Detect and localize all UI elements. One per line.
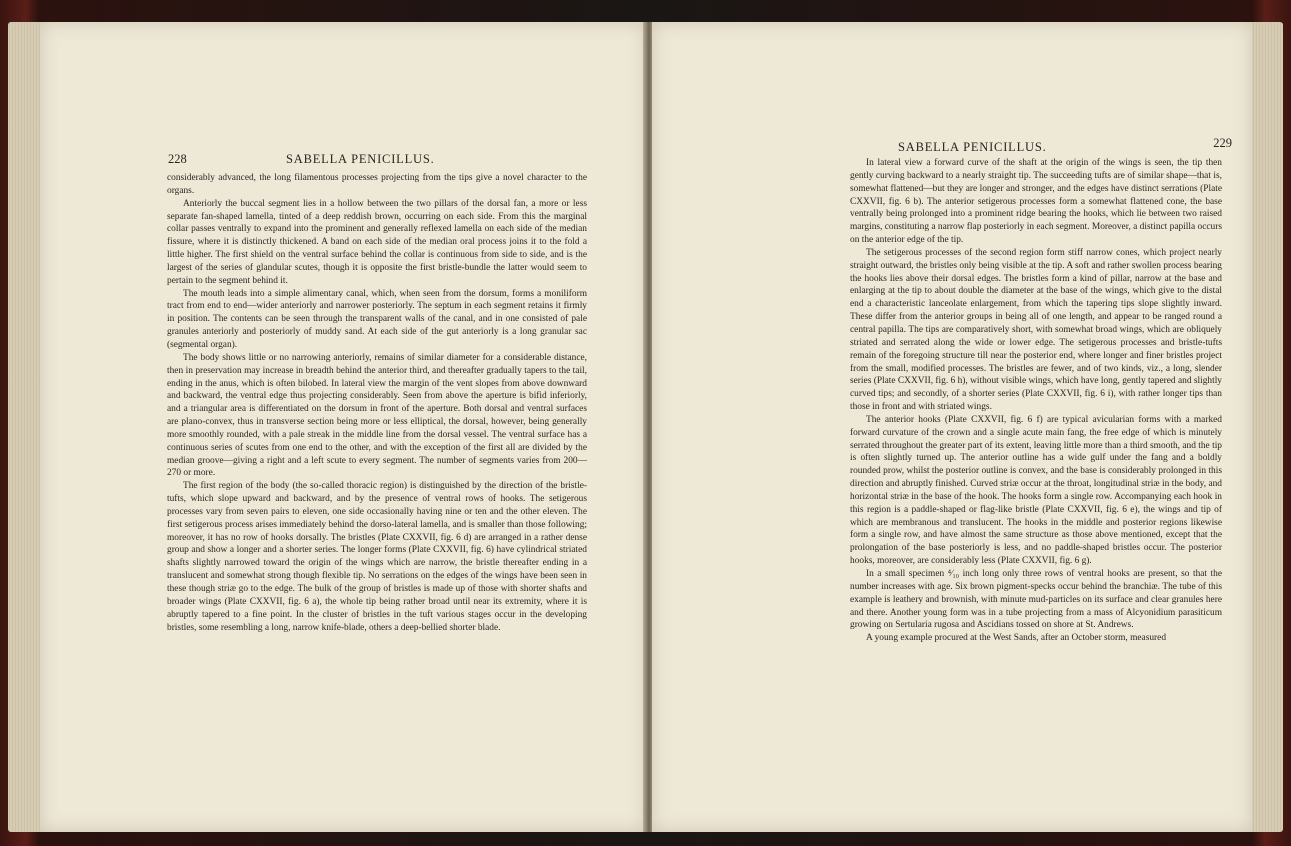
body-text	[850, 157, 1222, 645]
page-edges-right	[1249, 22, 1283, 832]
paragraph: The mouth leads into a simple alimentary canal, which, when seen from the dorsum, forms a moniliform tract from end to end—wider anteriorly and narrower posteriorly. The septum in each segment retains it firmly in position. The contents can be seen through the transparent walls of the canal, and in one consisted of pale granules anteriorly and posteriorly of muddy sand. At each side of the gut anteriorly is a long granular sac (segmental organ).	[167, 288, 587, 350]
paragraph: considerably advanced, the long filamentous processes projecting from the tips give a novel character to the organs.	[167, 173, 587, 196]
left-page	[40, 22, 646, 832]
paragraph: The body shows little or no narrowing anteriorly, remains of similar diameter for a considerable distance, then in preservation may increase in breadth behind the anterior third, and thereafter gradually tapers to the tail, ending in the anus, which is often bilobed. In lateral view the margin of the vent slopes from above downward and backward, the ventral edge thus projecting considerably. Seen from above the aperture is bifid inferiorly, and a triangular area is differentiated on the dorsum in front of the aperture. Both dorsal and ventral surfaces are plano-convex, thus in transverse section being more or less elliptical, the dorsal, however, being generally more smoothly rounded, with a pale streak in the middle line from the dorsal vessel. The ventral surface has a continuous series of scutes from one end to the other, and with the exception of the first all are divided by the median groove—giving a right and a left scute to every segment. The number of segments varies from 200—270 or more.	[167, 352, 587, 479]
page-number: 229	[1213, 136, 1232, 150]
paragraph: The anterior hooks (Plate CXXVII, fig. 6 f) are typical avicularian forms with a marked forward curvature of the crown and a single acute main fang, the free edge of which is minutely serrated throughout the greater part of its extent, leaving little more than a third smooth, and the tip is often slightly turned up. The anterior outline has a wide gulf under the fang and a boldly rounded prow, whilst the posterior outline is convex, and the base is considerably prolonged in this direction and abruptly finished. Curved striæ occur at the throat, longitudinal striæ in the body, and horizontal striæ in the base of the hook. The hooks form a single row. Accompanying each hook in this region is a paddle-shaped or flag-like bristle (Plate CXXVII, fig. 6 e), the wings and tip of which are membranous and translucent. The hooks in the middle and posterior regions likewise form a single row, and have almost the same structure as those above mentioned, except that the prolongation of the base posteriorly is less, and no paddle-shaped bristles occur. The posterior hooks, moreover, are considerably less (Plate CXXVII, fig. 6 g).	[850, 414, 1222, 567]
running-head: SABELLA PENICILLUS.	[286, 152, 435, 166]
page-edges-left	[8, 22, 42, 832]
body-text	[167, 172, 587, 634]
paragraph: The first region of the body (the so-called thoracic region) is distinguished by the direction of the bristle-tufts, which slope upward and backward, and by the presence of ventral rows of hooks. The setigerous processes vary from seven pairs to eleven, one side occasionally having nine or ten and the other eleven. The first setigerous process arises immediately behind the dorso-lateral lamella, and is smaller than those following; moreover, it has no row of hooks dorsally. The bristles (Plate CXXVII, fig. 6 d) are arranged in a rather dense group and show a longer and a shorter series. The longer forms (Plate CXXVII, fig. 6) have cylindrical striated shafts slightly narrowed toward the origin of the wings which are narrow, the bristle thereafter ending in a translucent and somewhat strong though flexible tip. No serrations on the edges of the wings have been seen in these though striæ go to the edge. The bulk of the group of bristles is made up of those with shorter shafts and broader wings (Plate CXXVII, fig. 6 a), the whole tip being rather broad until near its extremity, where it is abruptly tapered to a fine point. In the cluster of bristles in the tuft various stages occur in the developing bristles, some resembling a long, narrow knife-blade, others a deep-bellied shorter blade.	[167, 481, 587, 633]
paragraph: In lateral view a forward curve of the shaft at the origin of the wings is seen, the tip then gently curving backward to a nearly straight tip. The succeeding tufts are of similar shape—that is, somewhat flattened—but they are longer and stronger, and the edges have distinct serrations (Plate CXXVII, fig. 6 b). The anterior setigerous processes form a somewhat flattened cone, the base ventrally being prolonged into a prominent ridge bearing the hooks, which lie between two raised margins, constituting a narrow flap posteriorly in each segment. Moreover, a distinct papilla occurs on the anterior edge of the tip.	[850, 158, 1222, 246]
paragraph: Anteriorly the buccal segment lies in a hollow between the two pillars of the dorsal fan, a more or less separate fan-shaped lamella, tinted of a deep reddish brown, occurring on each side. From this the marginal collar passes ventrally to expand into the prominent and generally reflexed lamella on each side of the median fissure, where it is distinctly thickened. A band on each side of the median oral process joins it to the fold a little higher. The first shield on the ventral surface behind the collar is continuous from side to side, and is the largest of the series of glandular scutes, though it is opposite the first bristle-bundle the latter would seem to pertain to the segment behind it.	[167, 198, 587, 286]
page-number: 228	[168, 152, 187, 166]
paragraph: In a small specimen ⁴⁄₁₀ inch long only three rows of ventral hooks are present, so that the number increases with age. Six brown pigment-specks occur behind the branchiæ. The tube of this example is leathery and brownish, with minute mud-particles on its surface and clear granules here and there. Another young form was in a tube projecting from a mass of Alcyonidium parasiticum growing on Sertularia rugosa and Ascidians tossed on shore at St. Andrews.	[850, 569, 1222, 631]
paragraph: A young example procured at the West Sands, after an October storm, measured	[866, 633, 1167, 644]
right-page	[652, 22, 1252, 832]
paragraph: The setigerous processes of the second region form stiff narrow cones, which project nearly straight outward, the bristles only being visible at the tip. A soft and rather swollen process bearing the hooks lies above their dorsal edges. The bristles form a kind of pillar, narrow at the base and enlarging at the tip to about double the diameter at the base of the wings, which give to the distal end a characteristic lanceolate enlargement, from which the tapering tips slope slightly inward. These differ from the anterior groups in being all of one length, and appear to be ranged round a central papilla. The tips are comparatively short, with somewhat broad wings, which are obliquely striated and serrated along the wide or lower edge. The setigerous processes and bristle-tufts remain of the foregoing structure till near the posterior end, where longer and finer bristles project from the small, modified processes. The bristles are fewer, and of two kinds, viz., a long, slender series (Plate CXXVII, fig. 6 h), without visible wings, which have long, gently tapered and slightly curved tips; and secondly, of a shorter series (Plate CXXVII, fig. 6 i), with rather longer tips than those in front and with striated wings.	[850, 247, 1222, 413]
running-head: SABELLA PENICILLUS.	[898, 140, 1047, 154]
